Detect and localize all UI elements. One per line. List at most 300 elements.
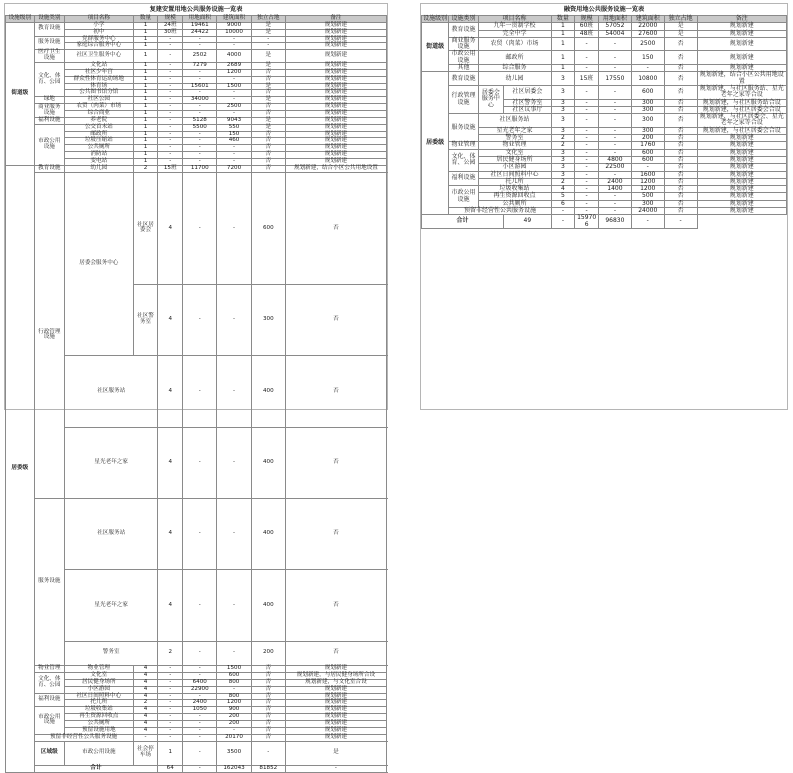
table-cell: 否 [664, 85, 697, 99]
table-cell: 星光老年之家 [65, 427, 158, 498]
table-cell: 文化室 [478, 149, 551, 156]
table-cell: 社会停车场 [133, 741, 158, 765]
table-cell: 规划新建 [285, 686, 386, 693]
table-cell: 居委会服务中心 [65, 172, 134, 356]
table-cell: 300 [631, 200, 664, 207]
table-cell: - [575, 114, 599, 128]
table-cell: 是 [664, 23, 697, 30]
table-cell: 市政公用设施 [34, 124, 64, 165]
table-cell: - [575, 142, 599, 149]
table-cell: 教育设施 [449, 23, 478, 38]
table-cell: 预留设施用地 [65, 727, 134, 734]
table-row [6, 172, 387, 284]
table-cell: 否 [251, 679, 285, 686]
table-cell: 1 [133, 159, 158, 166]
table-cell: 再生资源回收点 [65, 714, 134, 721]
left-facility-table [5, 15, 387, 773]
table-cell: 群众性体育运动场地 [65, 76, 134, 83]
table-cell: 市政公用设施 [34, 707, 64, 734]
table-cell: - [183, 285, 217, 356]
table-cell: 星光老年之家 [65, 570, 158, 641]
table-cell: 1 [551, 30, 575, 37]
table-cell: 1 [133, 152, 158, 159]
table-cell: - [217, 172, 251, 284]
table-cell: 规划新建 [285, 131, 386, 138]
table-cell: 规划新建 [697, 149, 786, 156]
table-cell: - [183, 499, 217, 570]
table-cell: 规划新建 [285, 22, 386, 29]
table-cell: 否 [251, 165, 285, 172]
table-cell: 社区服务站 [65, 499, 158, 570]
table-cell: - [598, 193, 631, 200]
table-cell: - [575, 37, 599, 51]
table-cell: 400 [251, 499, 285, 570]
table-cell: 否 [664, 127, 697, 134]
table-cell: - [183, 720, 217, 727]
table-cell: - [217, 76, 251, 83]
table-cell: 否 [664, 99, 697, 106]
table-cell: - [183, 145, 217, 152]
table-cell: 行政管理设施 [449, 85, 478, 113]
table-cell: 200 [217, 714, 251, 721]
table-cell: 社区服务站 [65, 356, 158, 427]
table-cell: 否 [664, 178, 697, 185]
table-cell: 合计 [34, 765, 158, 772]
table-cell: - [158, 727, 183, 734]
table-cell: - [251, 36, 285, 43]
table-cell: - [575, 186, 599, 193]
table-cell: 垃圾收集站 [65, 707, 134, 714]
table-cell: 5500 [183, 124, 217, 131]
table-cell: 600 [251, 172, 285, 284]
table-cell: 22500 [598, 164, 631, 171]
table-cell: - [158, 97, 183, 104]
table-cell: 否 [285, 499, 386, 570]
table-row [6, 50, 387, 63]
table-cell: 公共厕所 [65, 145, 134, 152]
column-header: 设施类别 [34, 16, 64, 23]
table-cell: - [598, 142, 631, 149]
table-cell: 警务室 [478, 135, 551, 142]
table-cell: 300 [631, 127, 664, 134]
table-cell: 规划新建 [285, 138, 386, 145]
table-cell: 规划新建 [285, 104, 386, 111]
table-cell: 6 [551, 200, 575, 207]
table-cell: 规划新建 [285, 29, 386, 36]
table-cell: 规划新建 [697, 30, 786, 37]
table-cell: 居委会服务中心 [478, 85, 504, 113]
table-cell: 7279 [183, 63, 217, 70]
table-cell: - [598, 135, 631, 142]
table-cell: 否 [285, 427, 386, 498]
table-cell: 规划新建 [285, 90, 386, 97]
table-cell: 否 [251, 76, 285, 83]
column-header: 建筑面积 [217, 16, 251, 23]
table-cell: - [183, 69, 217, 76]
table-cell: - [183, 666, 217, 673]
table-cell: - [183, 693, 217, 700]
table-cell: 否 [664, 135, 697, 142]
table-cell: - [551, 215, 575, 229]
column-header: 数量 [551, 16, 575, 23]
table-cell: 否 [664, 142, 697, 149]
table-cell: 200 [251, 641, 285, 665]
table-cell: 规划新建 [285, 124, 386, 131]
table-cell: - [575, 171, 599, 178]
table-cell: 2502 [183, 50, 217, 63]
table-cell: 教育设施 [34, 165, 64, 172]
table-cell: 1 [133, 145, 158, 152]
table-cell: 3 [551, 114, 575, 128]
table-cell: 1 [158, 741, 183, 765]
table-cell: 96830 [598, 215, 631, 229]
table-cell: 34000 [183, 97, 217, 104]
table-row [6, 165, 387, 172]
table-cell: 300 [631, 114, 664, 128]
table-cell: 9000 [217, 22, 251, 29]
table-cell: 规划新建 [285, 117, 386, 124]
table-cell: - [598, 106, 631, 113]
table-cell: 规划新建 [285, 700, 386, 707]
table-cell: 800 [217, 693, 251, 700]
column-header: 用地面积 [598, 16, 631, 23]
table-cell: 否 [251, 672, 285, 679]
table-cell: 社区警务室 [504, 99, 551, 106]
table-row [422, 51, 787, 65]
table-cell: 否 [664, 186, 697, 193]
table-cell: 2 [551, 135, 575, 142]
table-cell: 500 [631, 193, 664, 200]
table-cell: 是 [285, 741, 386, 765]
table-cell: - [217, 686, 251, 693]
table-cell: 162043 [217, 765, 251, 772]
table-cell: 否 [664, 51, 697, 65]
right-facility-table [421, 15, 787, 229]
table-cell: - [217, 499, 251, 570]
table-cell: - [217, 152, 251, 159]
table-cell: 是 [251, 124, 285, 131]
table-cell: - [183, 570, 217, 641]
table-cell: 否 [251, 104, 285, 111]
table-cell: 否 [251, 686, 285, 693]
column-header: 项目名称 [65, 16, 134, 23]
table-cell: 2400 [598, 178, 631, 185]
table-cell: - [575, 85, 599, 99]
table-cell: - [217, 36, 251, 43]
table-cell: - [158, 159, 183, 166]
table-row [422, 215, 787, 229]
table-cell: 4 [133, 693, 158, 700]
table-cell: 再生资源回收点 [478, 193, 551, 200]
table-cell: 2 [551, 142, 575, 149]
table-cell: 4000 [217, 50, 251, 63]
table-cell: - [631, 164, 664, 171]
table-cell: - [575, 99, 599, 106]
table-cell: 20170 [217, 734, 251, 741]
table-cell: - [158, 124, 183, 131]
table-cell: - [158, 666, 183, 673]
table-cell: - [551, 208, 575, 215]
column-header: 用地面积 [183, 16, 217, 23]
column-header: 数量 [133, 16, 158, 23]
table-cell: 3500 [217, 741, 251, 765]
table-row [422, 23, 787, 30]
table-cell: - [575, 164, 599, 171]
table-cell: - [158, 76, 183, 83]
table-cell: - [217, 159, 251, 166]
table-cell: 4 [133, 672, 158, 679]
table-cell: 1 [133, 131, 158, 138]
table-cell: 服务设施 [34, 499, 64, 666]
table-cell: 否 [664, 200, 697, 207]
table-cell: 初中 [65, 29, 134, 36]
table-cell: 规划新建 [285, 159, 386, 166]
table-cell: - [217, 727, 251, 734]
table-cell: 1050 [183, 707, 217, 714]
right-table-panel [420, 3, 788, 410]
table-cell: 1200 [631, 186, 664, 193]
table-cell: 4 [133, 714, 158, 721]
table-cell: 200 [217, 720, 251, 727]
table-cell: 规划新建 [285, 43, 386, 50]
table-cell: 3 [551, 127, 575, 134]
table-cell: 幼儿园 [478, 72, 551, 86]
table-cell: 15班 [158, 165, 183, 172]
table-cell: 规划新建 [697, 186, 786, 193]
table-cell: - [183, 43, 217, 50]
table-cell: 64 [158, 765, 183, 772]
table-cell: 2 [133, 700, 158, 707]
table-cell: 22900 [183, 686, 217, 693]
table-cell: 4800 [598, 156, 631, 163]
table-cell: 规划新建 [285, 727, 386, 734]
table-cell: 托儿所 [65, 700, 134, 707]
table-cell: 4 [158, 427, 183, 498]
table-cell: 1200 [217, 69, 251, 76]
table-cell: - [158, 131, 183, 138]
table-cell: 市政公用设施 [449, 186, 478, 208]
table-cell: 医疗卫生设施 [34, 50, 64, 63]
table-cell: 预留非经营性公共服务设施 [449, 208, 551, 215]
table-cell: 54004 [598, 30, 631, 37]
table-cell: 规划新建，与社区服务站、星光老年之家等合设 [697, 85, 786, 99]
column-header: 项目名称 [478, 16, 551, 23]
table-cell: 4 [133, 727, 158, 734]
table-cell: 3 [551, 164, 575, 171]
table-cell: 否 [664, 114, 697, 128]
table-cell: 教育设施 [449, 72, 478, 86]
table-cell: - [158, 686, 183, 693]
table-cell: 规划新建，结合小区公共用地设置 [285, 165, 386, 172]
table-cell: 规划新建 [285, 111, 386, 118]
table-cell: 否 [285, 172, 386, 284]
right-table-title: 融资用地公共服务设施一览表 [421, 4, 787, 15]
table-cell: - [158, 152, 183, 159]
table-row [6, 741, 387, 765]
table-cell: 综合服务 [478, 65, 551, 72]
table-row [422, 85, 787, 99]
table-cell: 否 [664, 149, 697, 156]
table-cell: - [158, 672, 183, 679]
table-cell: - [575, 51, 599, 65]
table-cell: - [217, 356, 251, 427]
table-cell: 否 [251, 720, 285, 727]
table-cell: - [158, 90, 183, 97]
table-cell: 22000 [631, 23, 664, 30]
table-cell: 规划新建 [697, 208, 786, 215]
table-cell: 3 [551, 85, 575, 99]
table-cell: - [183, 111, 217, 118]
table-cell: 物业管理 [65, 666, 134, 673]
table-cell: 否 [664, 65, 697, 72]
table-cell: - [158, 36, 183, 43]
table-cell: 24000 [631, 208, 664, 215]
table-cell: 否 [664, 156, 697, 163]
table-cell: 10000 [217, 29, 251, 36]
table-cell: 社区公园 [65, 97, 134, 104]
table-cell: 否 [251, 734, 285, 741]
table-cell: 300 [631, 106, 664, 113]
left-table-title: 复建安置用地公共服务设施一览表 [5, 4, 387, 15]
table-cell: - [183, 741, 217, 765]
table-cell: 27600 [631, 30, 664, 37]
table-row [422, 208, 787, 215]
table-cell: 否 [664, 164, 697, 171]
table-cell: 否 [251, 700, 285, 707]
table-cell: 1400 [598, 186, 631, 193]
table-cell: 规划新建 [697, 51, 786, 65]
table-cell: 300 [251, 285, 285, 356]
table-cell: 600 [631, 149, 664, 156]
table-cell: 社区居委会 [133, 172, 158, 284]
table-cell: 规划新建 [285, 83, 386, 90]
table-cell: 是 [664, 30, 697, 37]
table-cell: 规划新建 [697, 200, 786, 207]
table-cell: 规划新建 [285, 666, 386, 673]
table-cell: - [217, 43, 251, 50]
table-cell: 否 [251, 152, 285, 159]
table-cell: 1 [133, 138, 158, 145]
table-cell: 1 [551, 65, 575, 72]
table-cell: 7200 [217, 165, 251, 172]
table-cell: - [598, 114, 631, 128]
table-cell: 1 [133, 36, 158, 43]
table-cell: 福利设施 [449, 171, 478, 186]
table-cell: 5 [551, 193, 575, 200]
table-cell: 1 [133, 69, 158, 76]
table-cell: 托儿所 [478, 178, 551, 185]
table-cell: 1600 [631, 171, 664, 178]
table-cell: - [158, 117, 183, 124]
table-cell: 幼儿园 [65, 165, 134, 172]
table-cell: 农贸（肉菜）市场 [65, 104, 134, 111]
column-header: 独立占地 [251, 16, 285, 23]
table-cell: 2 [158, 641, 183, 665]
table-row [422, 37, 787, 51]
table-cell: - [158, 83, 183, 90]
table-cell: 1 [133, 124, 158, 131]
table-cell: - [217, 97, 251, 104]
table-cell: 否 [285, 285, 386, 356]
table-cell: 体育场 [65, 83, 134, 90]
table-cell: 1 [551, 37, 575, 51]
table-cell: 其他 [449, 65, 478, 72]
table-cell: 警务室 [65, 641, 158, 665]
table-cell: 规划新建 [285, 36, 386, 43]
table-cell: 17550 [598, 72, 631, 86]
table-cell: 商业服务设施 [449, 37, 478, 51]
table-cell: 社区少年宫 [65, 69, 134, 76]
table-cell: 1500 [217, 666, 251, 673]
table-cell: 3 [551, 171, 575, 178]
table-cell: - [183, 90, 217, 97]
table-cell: 3 [551, 72, 575, 86]
table-cell: 小区游园 [478, 164, 551, 171]
table-cell: - [158, 734, 183, 741]
table-cell: 81852 [251, 765, 285, 772]
table-cell: 是 [251, 29, 285, 36]
table-cell: 社区日间照料中心 [65, 693, 134, 700]
table-cell: 15601 [183, 83, 217, 90]
table-cell: 居委级 [6, 165, 35, 772]
table-cell: - [158, 138, 183, 145]
table-cell: 服务设施 [449, 114, 478, 142]
table-cell: 完全中学 [478, 30, 551, 37]
table-cell: 600 [217, 672, 251, 679]
table-cell: - [158, 69, 183, 76]
table-cell: 文化站 [65, 63, 134, 70]
table-cell: 服务设施 [34, 36, 64, 50]
table-cell: 4 [158, 356, 183, 427]
table-cell: - [158, 707, 183, 714]
table-cell: - [575, 106, 599, 113]
table-cell: 否 [251, 707, 285, 714]
table-cell: 是 [251, 83, 285, 90]
table-cell: 否 [285, 641, 386, 665]
table-cell: 1 [133, 83, 158, 90]
table-cell: 159706 [575, 215, 599, 229]
table-cell: 49 [504, 215, 551, 229]
table-cell: - [598, 171, 631, 178]
table-cell: 否 [251, 714, 285, 721]
table-cell: 否 [251, 131, 285, 138]
table-cell: 否 [251, 69, 285, 76]
table-cell: 是 [251, 63, 285, 70]
table-cell: - [598, 200, 631, 207]
table-cell: - [285, 765, 386, 772]
table-cell: 九年一贯制学校 [478, 23, 551, 30]
table-cell: 60班 [575, 23, 599, 30]
table-cell: 4 [158, 285, 183, 356]
table-cell: 4 [551, 186, 575, 193]
table-cell: - [598, 65, 631, 72]
table-cell: - [598, 99, 631, 106]
table-cell: 消防站 [65, 152, 134, 159]
table-cell: 1500 [217, 83, 251, 90]
table-cell: 1 [133, 111, 158, 118]
table-cell: 公共图书馆分馆 [65, 90, 134, 97]
column-header: 规模 [575, 16, 599, 23]
table-cell: 商业服务设施 [34, 104, 64, 118]
table-cell: 小区游园 [65, 686, 134, 693]
table-cell: - [598, 37, 631, 51]
table-cell: 教育设施 [34, 22, 64, 36]
table-cell: 4 [133, 666, 158, 673]
table-cell: 综合商业 [65, 111, 134, 118]
table-row [6, 734, 387, 741]
table-cell: - [158, 43, 183, 50]
table-cell: - [598, 85, 631, 99]
